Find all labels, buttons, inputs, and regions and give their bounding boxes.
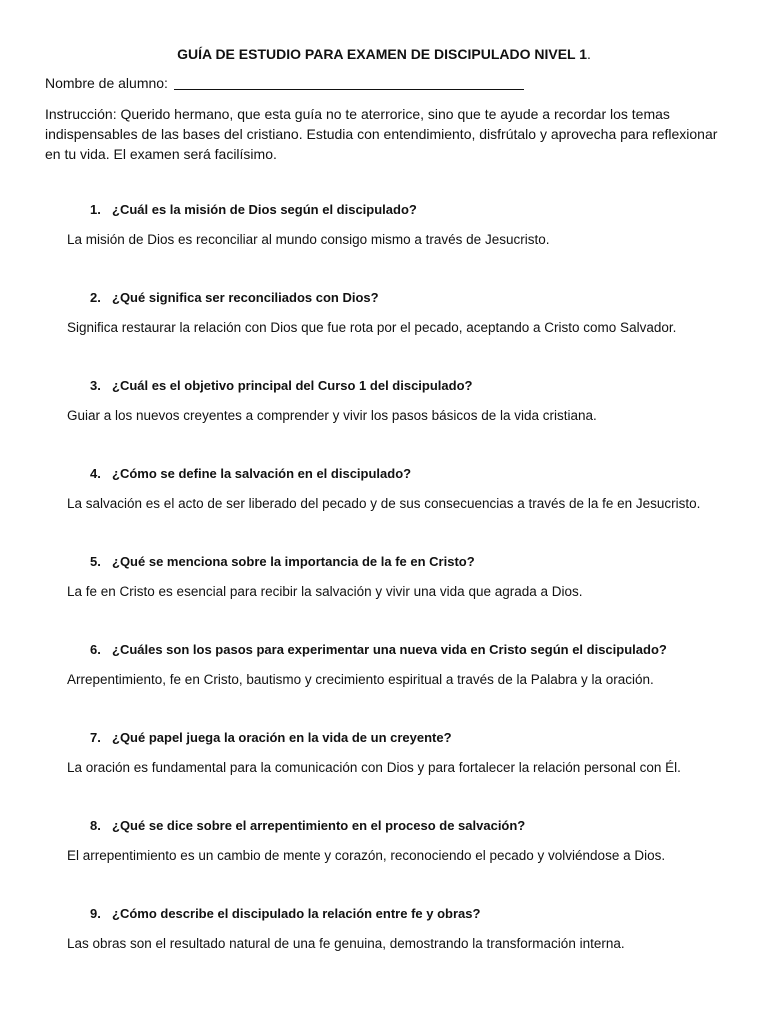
answer-5: La fe en Cristo es esencial para recibir la salvación y vivir una vida que agrada a Dios. [67,584,583,599]
question-3 [90,378,472,393]
question-5 [90,554,475,569]
question-text: ¿Cuál es el objetivo principal del Curso 1 del discipulado? [112,378,473,393]
student-name-blank[interactable] [174,75,524,90]
question-1 [90,202,417,217]
document-title [0,46,768,62]
question-number: 3. [90,378,101,393]
question-text: ¿Cuál es la misión de Dios según el discipulado? [112,202,417,217]
question-number: 4. [90,466,101,481]
question-text: ¿Cómo se define la salvación en el discipulado? [112,466,412,481]
question-4 [90,466,411,481]
question-text: ¿Cómo describe el discipulado la relación entre fe y obras? [112,906,481,921]
answer-8: El arrepentimiento es un cambio de mente y corazón, reconociendo el pecado y volviéndose a Dios. [67,848,666,863]
answer-7: La oración es fundamental para la comunicación con Dios y para fortalecer la relación personal con Él. [67,760,681,775]
title-punctuation: . [587,46,591,62]
answer-4: La salvación es el acto de ser liberado del pecado y de sus consecuencias a través de la fe en Jesucristo. [67,496,701,511]
question-number: 1. [90,202,101,217]
student-name-line [45,75,524,91]
question-text: ¿Qué significa ser reconciliados con Dios? [112,290,379,305]
question-number: 6. [90,642,101,657]
answer-9: Las obras son el resultado natural de una fe genuina, demostrando la transformación interna. [67,936,625,951]
instruction-paragraph: Instrucción: Querido hermano, que esta guía no te aterrorice, sino que te ayude a recordar los temas indispensables de las bases del cristiano. Estudia con entendimiento, disfrútalo y aprovecha para reflexionar en tu vida. El examen será facilísimo. [45,106,718,162]
question-text: ¿Qué papel juega la oración en la vida de un creyente? [112,730,452,745]
student-name-label: Nombre de alumno: [45,75,168,91]
question-number: 8. [90,818,101,833]
question-9 [90,906,480,921]
answer-6: Arrepentimiento, fe en Cristo, bautismo y crecimiento espiritual a través de la Palabra y la oración. [67,672,654,687]
answer-1: La misión de Dios es reconciliar al mundo consigo mismo a través de Jesucristo. [67,232,550,247]
answer-3: Guiar a los nuevos creyentes a comprender y vivir los pasos básicos de la vida cristiana. [67,408,597,423]
question-8 [90,818,525,833]
title-text: GUÍA DE ESTUDIO PARA EXAMEN DE DISCIPULADO NIVEL 1 [177,46,588,62]
question-text: ¿Qué se menciona sobre la importancia de la fe en Cristo? [112,554,475,569]
answer-2: Significa restaurar la relación con Dios que fue rota por el pecado, aceptando a Cristo como Salvador. [67,320,677,335]
question-number: 7. [90,730,101,745]
question-6 [90,642,667,657]
question-7 [90,730,452,745]
question-number: 5. [90,554,101,569]
question-text: ¿Qué se dice sobre el arrepentimiento en el proceso de salvación? [112,818,526,833]
question-text: ¿Cuáles son los pasos para experimentar una nueva vida en Cristo según el discipulado? [112,642,667,657]
question-number: 2. [90,290,101,305]
question-2 [90,290,379,305]
question-number: 9. [90,906,101,921]
